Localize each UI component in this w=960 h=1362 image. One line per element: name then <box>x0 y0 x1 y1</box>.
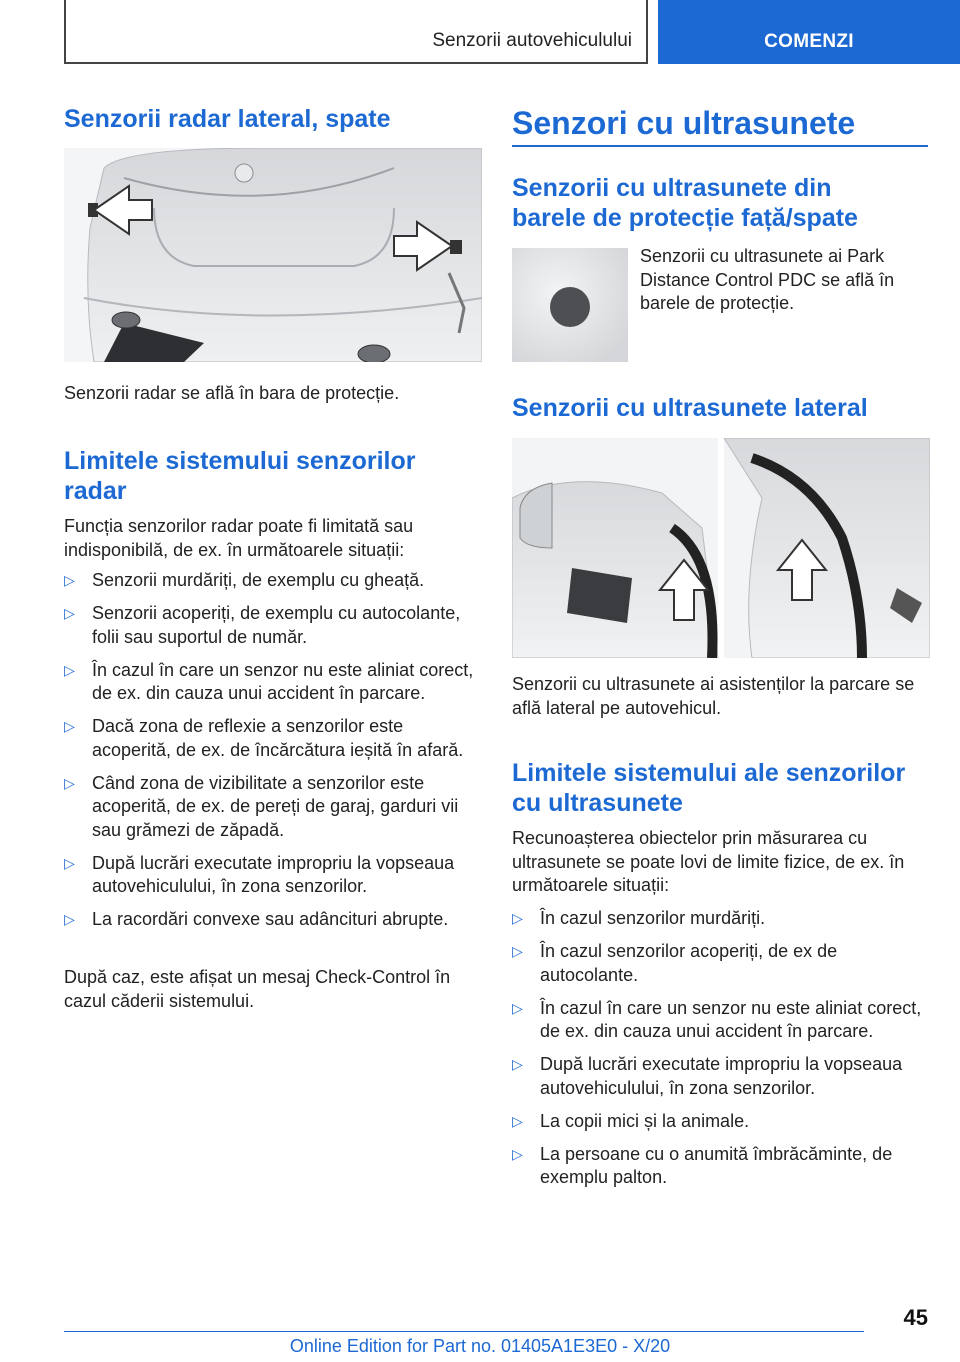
list-item: ▷ Dacă zona de reflexie a senzorilor este acoperită, de ex. de încărcătura ieșită în afară. <box>64 716 464 760</box>
ultrasonic-limits-intro: Recunoașterea obiectelor prin măsurarea cu ultrasunete se poate lovi de limite fizice, de ex. în următoarele situații: <box>512 828 905 895</box>
list-item: ▷ La persoane cu o anumită îmbrăcăminte, de exemplu palton. <box>512 1143 893 1187</box>
rear-bumper-illustration <box>64 148 482 362</box>
footer-edition: Online Edition for Part no. 01405A1E3E0 - X/20 <box>289 1336 671 1356</box>
triangle-right-icon: ▷ <box>512 999 523 1016</box>
radar-limits-intro: Funcția senzorilor radar poate fi limitată sau indisponibilă, de ex. în următoarele situații: <box>64 516 414 560</box>
list-item: ▷ În cazul senzorilor murdăriți. <box>512 907 932 931</box>
list-item: ▷ Senzorii acoperiți, de exemplu cu autocolante, folii sau suportul de număr. <box>64 603 461 647</box>
header-section-box <box>64 0 648 64</box>
title-rule <box>512 145 928 147</box>
section-title: Senzorii autovehiculului <box>432 30 632 51</box>
footer-rule <box>64 1331 864 1332</box>
triangle-right-icon: ▷ <box>512 1056 523 1072</box>
radar-caption: Senzorii radar se află în bara de protecție. <box>64 383 400 403</box>
list-item: ▷ În cazul senzorilor acoperiți, de ex de autocolante. <box>512 941 838 985</box>
triangle-right-icon: ▷ <box>512 910 523 926</box>
radar-limits-title: Limitele sistemului senzorilor radar <box>64 447 416 505</box>
ultrasonic-lateral-title: Senzorii cu ultrasunete lateral <box>512 394 868 422</box>
triangle-right-icon: ▷ <box>64 911 75 927</box>
triangle-right-icon: ▷ <box>512 943 523 959</box>
ultrasonic-limits-title: Limitele sistemului ale senzorilor cu ultrasunete <box>512 759 906 817</box>
triangle-right-icon: ▷ <box>64 661 75 678</box>
chapter-tab[interactable]: COMENZI <box>658 0 960 64</box>
triangle-right-icon: ▷ <box>64 854 75 871</box>
page-number: 45 <box>903 1305 928 1330</box>
list-item: ▷ În cazul în care un senzor nu este aliniat corect, de ex. din cauza unui accident în parcare. <box>64 659 474 703</box>
triangle-right-icon: ▷ <box>64 774 75 791</box>
lateral-caption: Senzorii cu ultrasunete ai asistenților la parcare se află lateral pe autovehicul. <box>512 674 915 718</box>
list-item: ▷ La racordări convexe sau adâncituri abrupte. <box>64 908 479 932</box>
list-item: ▷ Senzorii murdăriți, de exemplu cu gheață. <box>64 569 479 593</box>
triangle-right-icon: ▷ <box>64 718 75 734</box>
triangle-right-icon: ▷ <box>64 572 75 588</box>
ultrasonic-title: Senzori cu ultrasunete <box>512 105 856 141</box>
radar-limits-list <box>64 569 479 941</box>
pdc-sensor-illustration <box>512 248 628 362</box>
ultrasonic-limits-list <box>512 907 932 1199</box>
list-item: ▷ Când zona de vizibilitate a senzorilor este acoperită, de ex. de pereți de garaj, garduri vii sau grămezi de zăpadă. <box>64 772 459 840</box>
list-item: ▷ După lucrări executate impropriu la vopseaua autovehiculului, în zona senzorilor. <box>64 852 455 896</box>
side-sensor-illustration <box>512 438 930 658</box>
triangle-right-icon: ▷ <box>64 605 75 621</box>
pdc-text: Senzorii cu ultrasunete ai Park Distance Control PDC se află în barele de protecție. <box>640 246 895 313</box>
radar-title: Senzorii radar lateral, spate <box>64 105 391 133</box>
triangle-right-icon: ▷ <box>512 1112 523 1129</box>
ultrasonic-bumper-title: Senzorii cu ultrasunete din barele de protecție față/spate <box>512 174 858 232</box>
list-item: ▷ La copii mici și la animale. <box>512 1110 932 1134</box>
triangle-right-icon: ▷ <box>512 1145 523 1162</box>
radar-outro: După caz, este afișat un mesaj Check-Control în cazul căderii sistemului. <box>64 967 451 1011</box>
list-item: ▷ În cazul în care un senzor nu este aliniat corect, de ex. din cauza unui accident în parcare. <box>512 997 922 1041</box>
list-item: ▷ După lucrări executate impropriu la vopseaua autovehiculului, în zona senzorilor. <box>512 1054 903 1098</box>
